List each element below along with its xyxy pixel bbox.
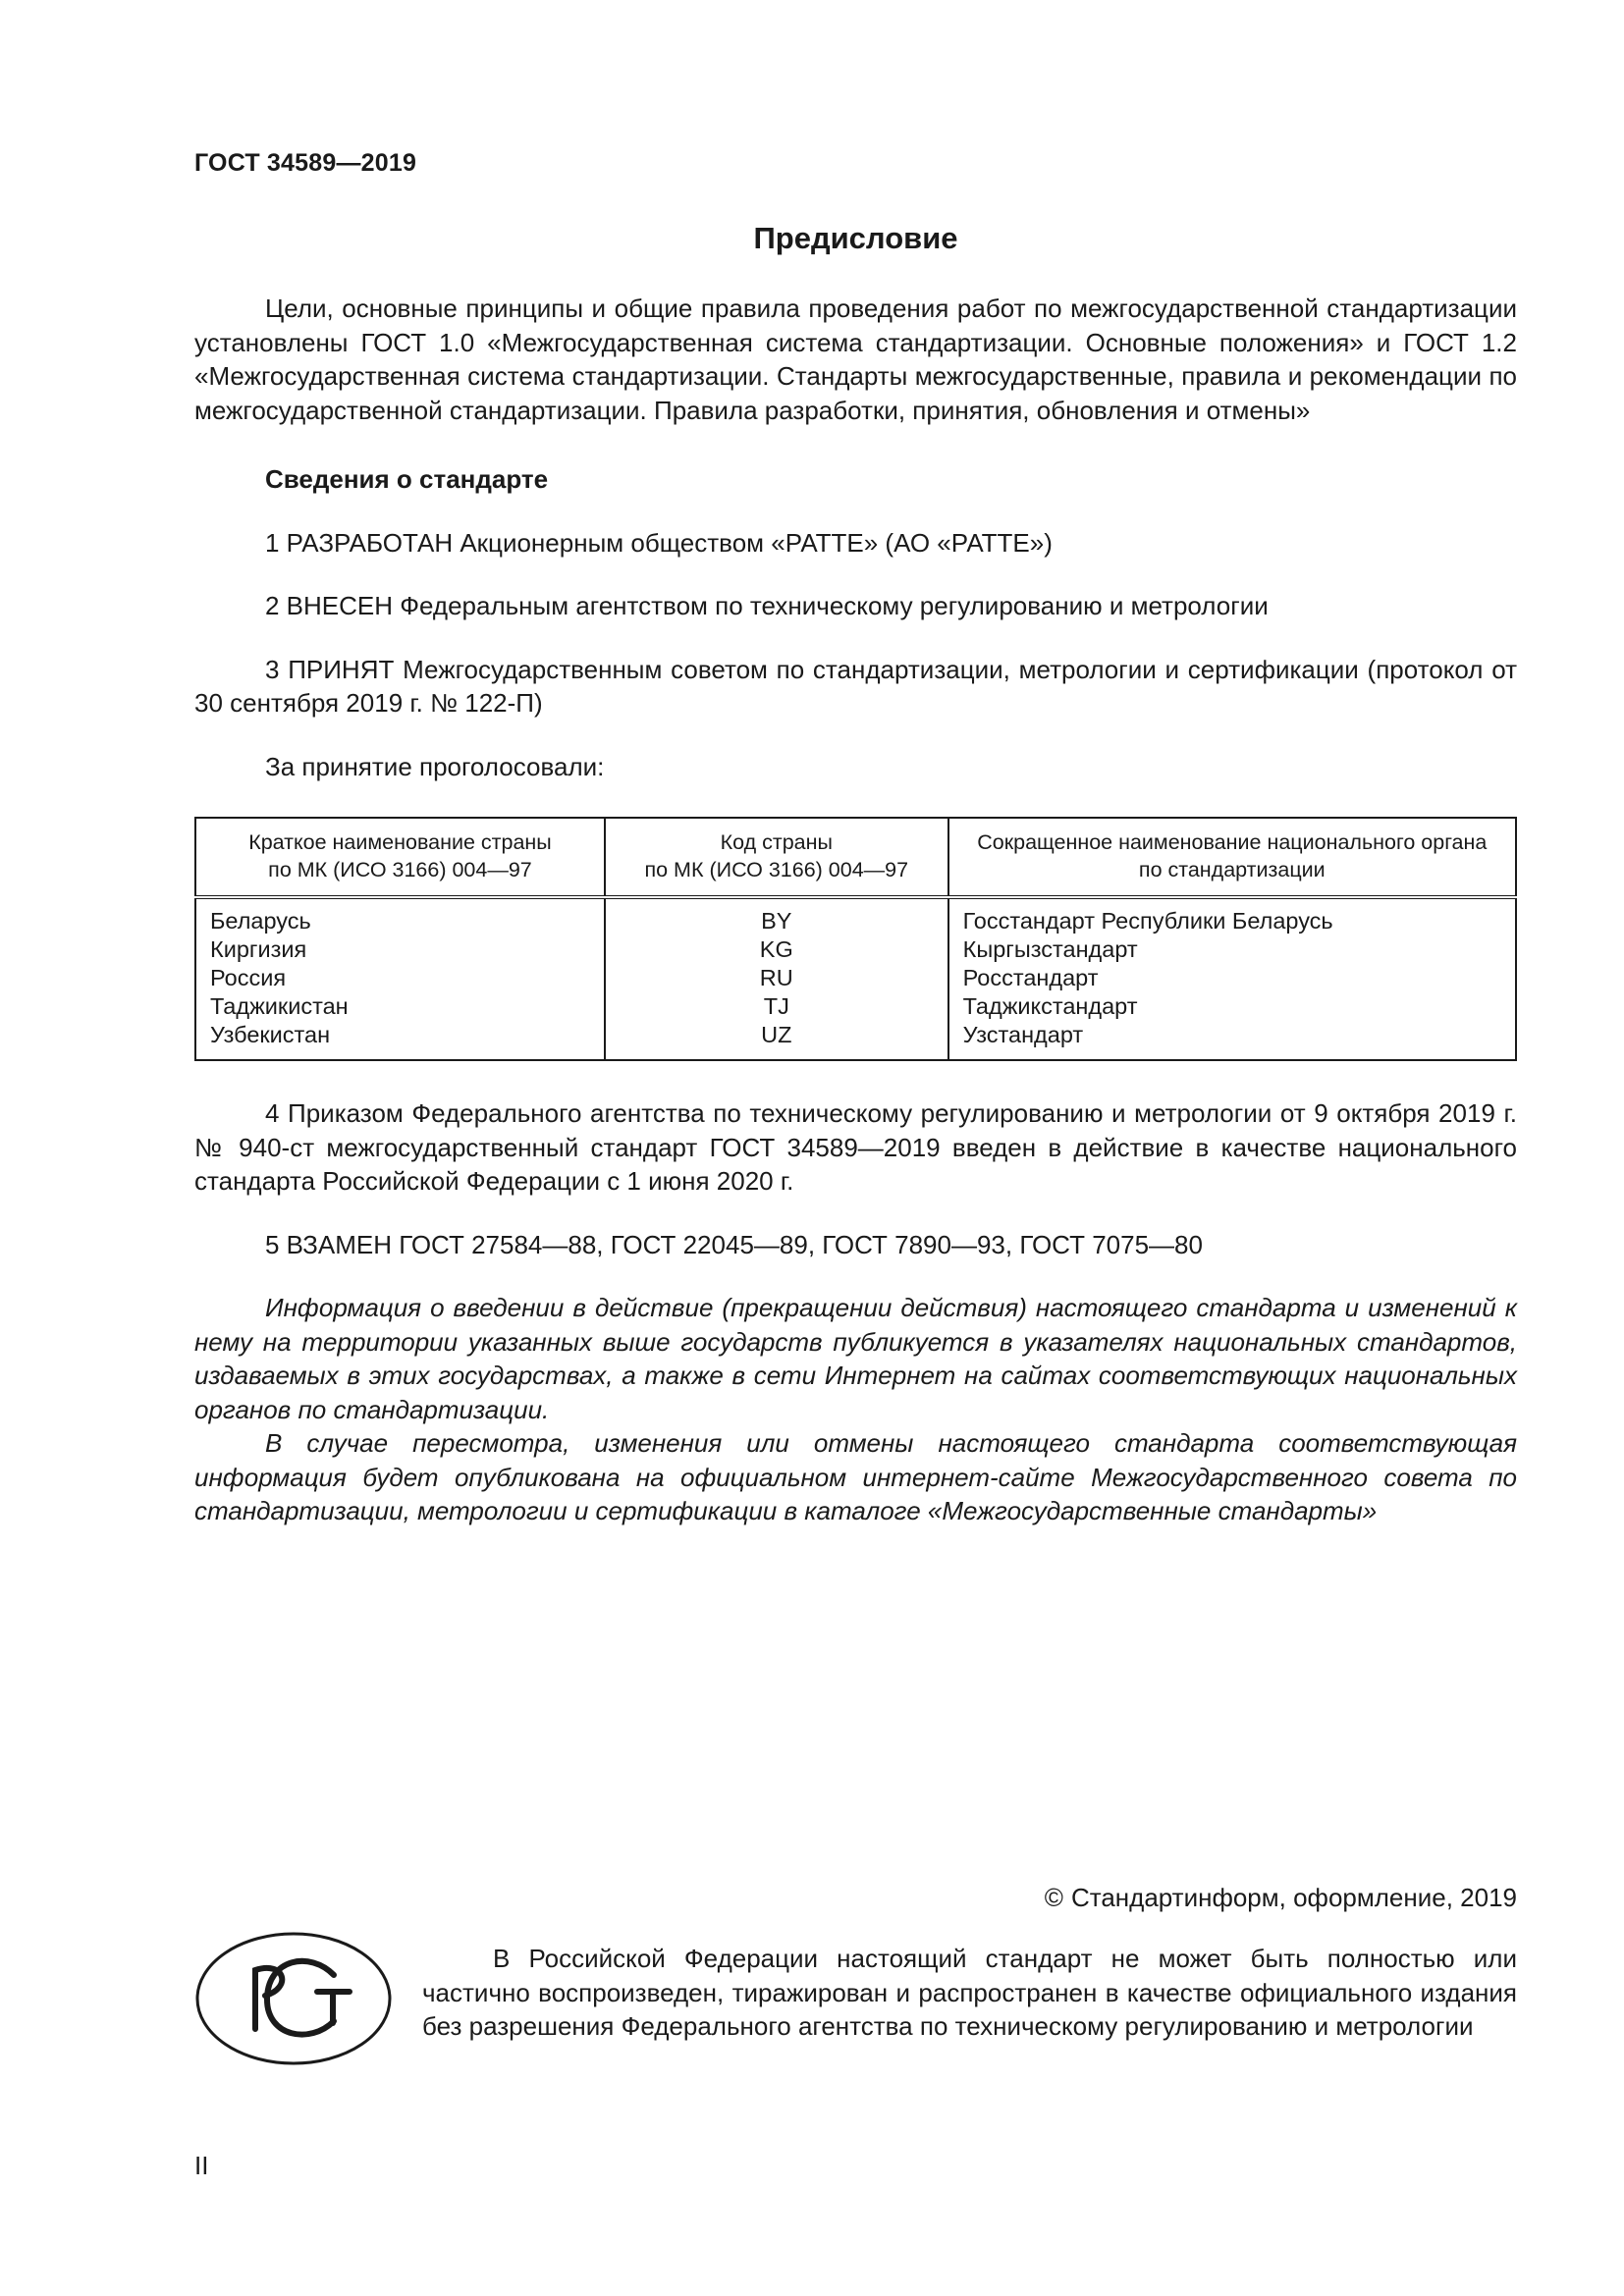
cell-body: Узстандарт	[948, 1021, 1516, 1060]
cell-country: Узбекистан	[195, 1021, 605, 1060]
table-row	[195, 897, 1516, 935]
cell-code: TJ	[605, 992, 948, 1021]
info-note: Информация о введении в действие (прекращении действия) настоящего стандарта и изменений к нему на территории указанных выше государств публикуется в указателях национальных стандартов, издаваемых в этих государствах, а также в сети Интернет на сайтах соответствующих национальных органов по стандартизации.	[194, 1293, 1517, 1424]
reproduction-notice: В Российской Федерации настоящий стандарт не может быть полностью или частично воспроизведен, тиражирован и распространен в качестве официального издания без разрешения Федерального агентства по техническому регулированию и метрологии	[422, 1944, 1517, 2041]
item-replaces: 5 ВЗАМЕН ГОСТ 27584—88, ГОСТ 22045—89, ГОСТ 7890—93, ГОСТ 7075—80	[265, 1229, 1203, 1259]
cell-body: Кыргызстандарт	[948, 935, 1516, 964]
cell-code: KG	[605, 935, 948, 964]
cell-body: Росстандарт	[948, 964, 1516, 992]
copyright-line	[1045, 1883, 1517, 1913]
table-row	[195, 964, 1516, 992]
cell-body: Таджикстандарт	[948, 992, 1516, 1021]
copyright-symbol: ©	[1044, 1883, 1063, 1912]
header-country-line2: по МК (ИСО 3166) 004—97	[268, 858, 532, 881]
foreword-title: Предисловие	[753, 221, 958, 255]
cell-code: UZ	[605, 1021, 948, 1060]
document-code: ГОСТ 34589—2019	[194, 149, 417, 177]
cell-country: Беларусь	[195, 897, 605, 935]
foreword-section	[194, 221, 1517, 1528]
item-adopted: 3 ПРИНЯТ Межгосударственным советом по стандартизации, метрологии и сертификации (протокол от 30 сентября 2019 г. № 122-П)	[194, 654, 1517, 718]
cell-body: Госстандарт Республики Беларусь	[948, 897, 1516, 935]
table-header-row	[195, 818, 1516, 897]
voted-label: За принятие проголосовали:	[265, 751, 605, 781]
header-country	[195, 818, 605, 897]
rst-logo-icon	[194, 1931, 393, 2066]
header-body-line1: Сокращенное наименование национального органа	[977, 830, 1488, 854]
table-row	[195, 992, 1516, 1021]
cell-code: RU	[605, 964, 948, 992]
cell-country: Россия	[195, 964, 605, 992]
header-body	[948, 818, 1516, 897]
header-code	[605, 818, 948, 897]
page-number: II	[194, 2151, 209, 2180]
header-country-line1: Краткое наименование страны	[248, 830, 552, 854]
item-developed: 1 РАЗРАБОТАН Акционерным обществом «РАТТЕ» (АО «РАТТЕ»)	[265, 527, 1053, 558]
table-row	[195, 935, 1516, 964]
header-code-line1: Код страны	[720, 830, 833, 854]
cell-country: Таджикистан	[195, 992, 605, 1021]
cell-code: BY	[605, 897, 948, 935]
item-enacted: 4 Приказом Федерального агентства по техническому регулированию и метрологии от 9 октября 2019 г. № 940-ст межгосударственный стандарт ГОСТ 34589—2019 введен в действие в качестве национального стандарта Российской Федерации с 1 июня 2020 г.	[194, 1098, 1517, 1196]
header-code-line2: по МК (ИСО 3166) 004—97	[644, 858, 909, 881]
header-body-line2: по стандартизации	[1138, 858, 1326, 881]
votes-table	[194, 817, 1517, 1061]
item-submitted: 2 ВНЕСЕН Федеральным агентством по техническому регулированию и метрологии	[265, 591, 1269, 620]
revision-note: В случае пересмотра, изменения или отмены настоящего стандарта соответствующая информация будет опубликована на официальном интернет-сайте Межгосударственного совета по стандартизации, метрологии и сертификации в каталоге «Межгосударственные стандарты»	[194, 1428, 1517, 1525]
table-row	[195, 1021, 1516, 1060]
cell-country: Киргизия	[195, 935, 605, 964]
intro-paragraph: Цели, основные принципы и общие правила проведения работ по межгосударственной стандартизации установлены ГОСТ 1.0 «Межгосударственная система стандартизации. Основные положения» и ГОСТ 1.2 «Межгосударственная система стандартизации. Стандарты межгосударственные, правила и рекомендации по межгосударственной стандартизации. Правила разработки, принятия, обновления и отмены»	[194, 294, 1517, 425]
standard-info-heading: Сведения о стандарте	[265, 464, 549, 494]
copyright-text: Стандартинформ, оформление, 2019	[1070, 1883, 1517, 1912]
